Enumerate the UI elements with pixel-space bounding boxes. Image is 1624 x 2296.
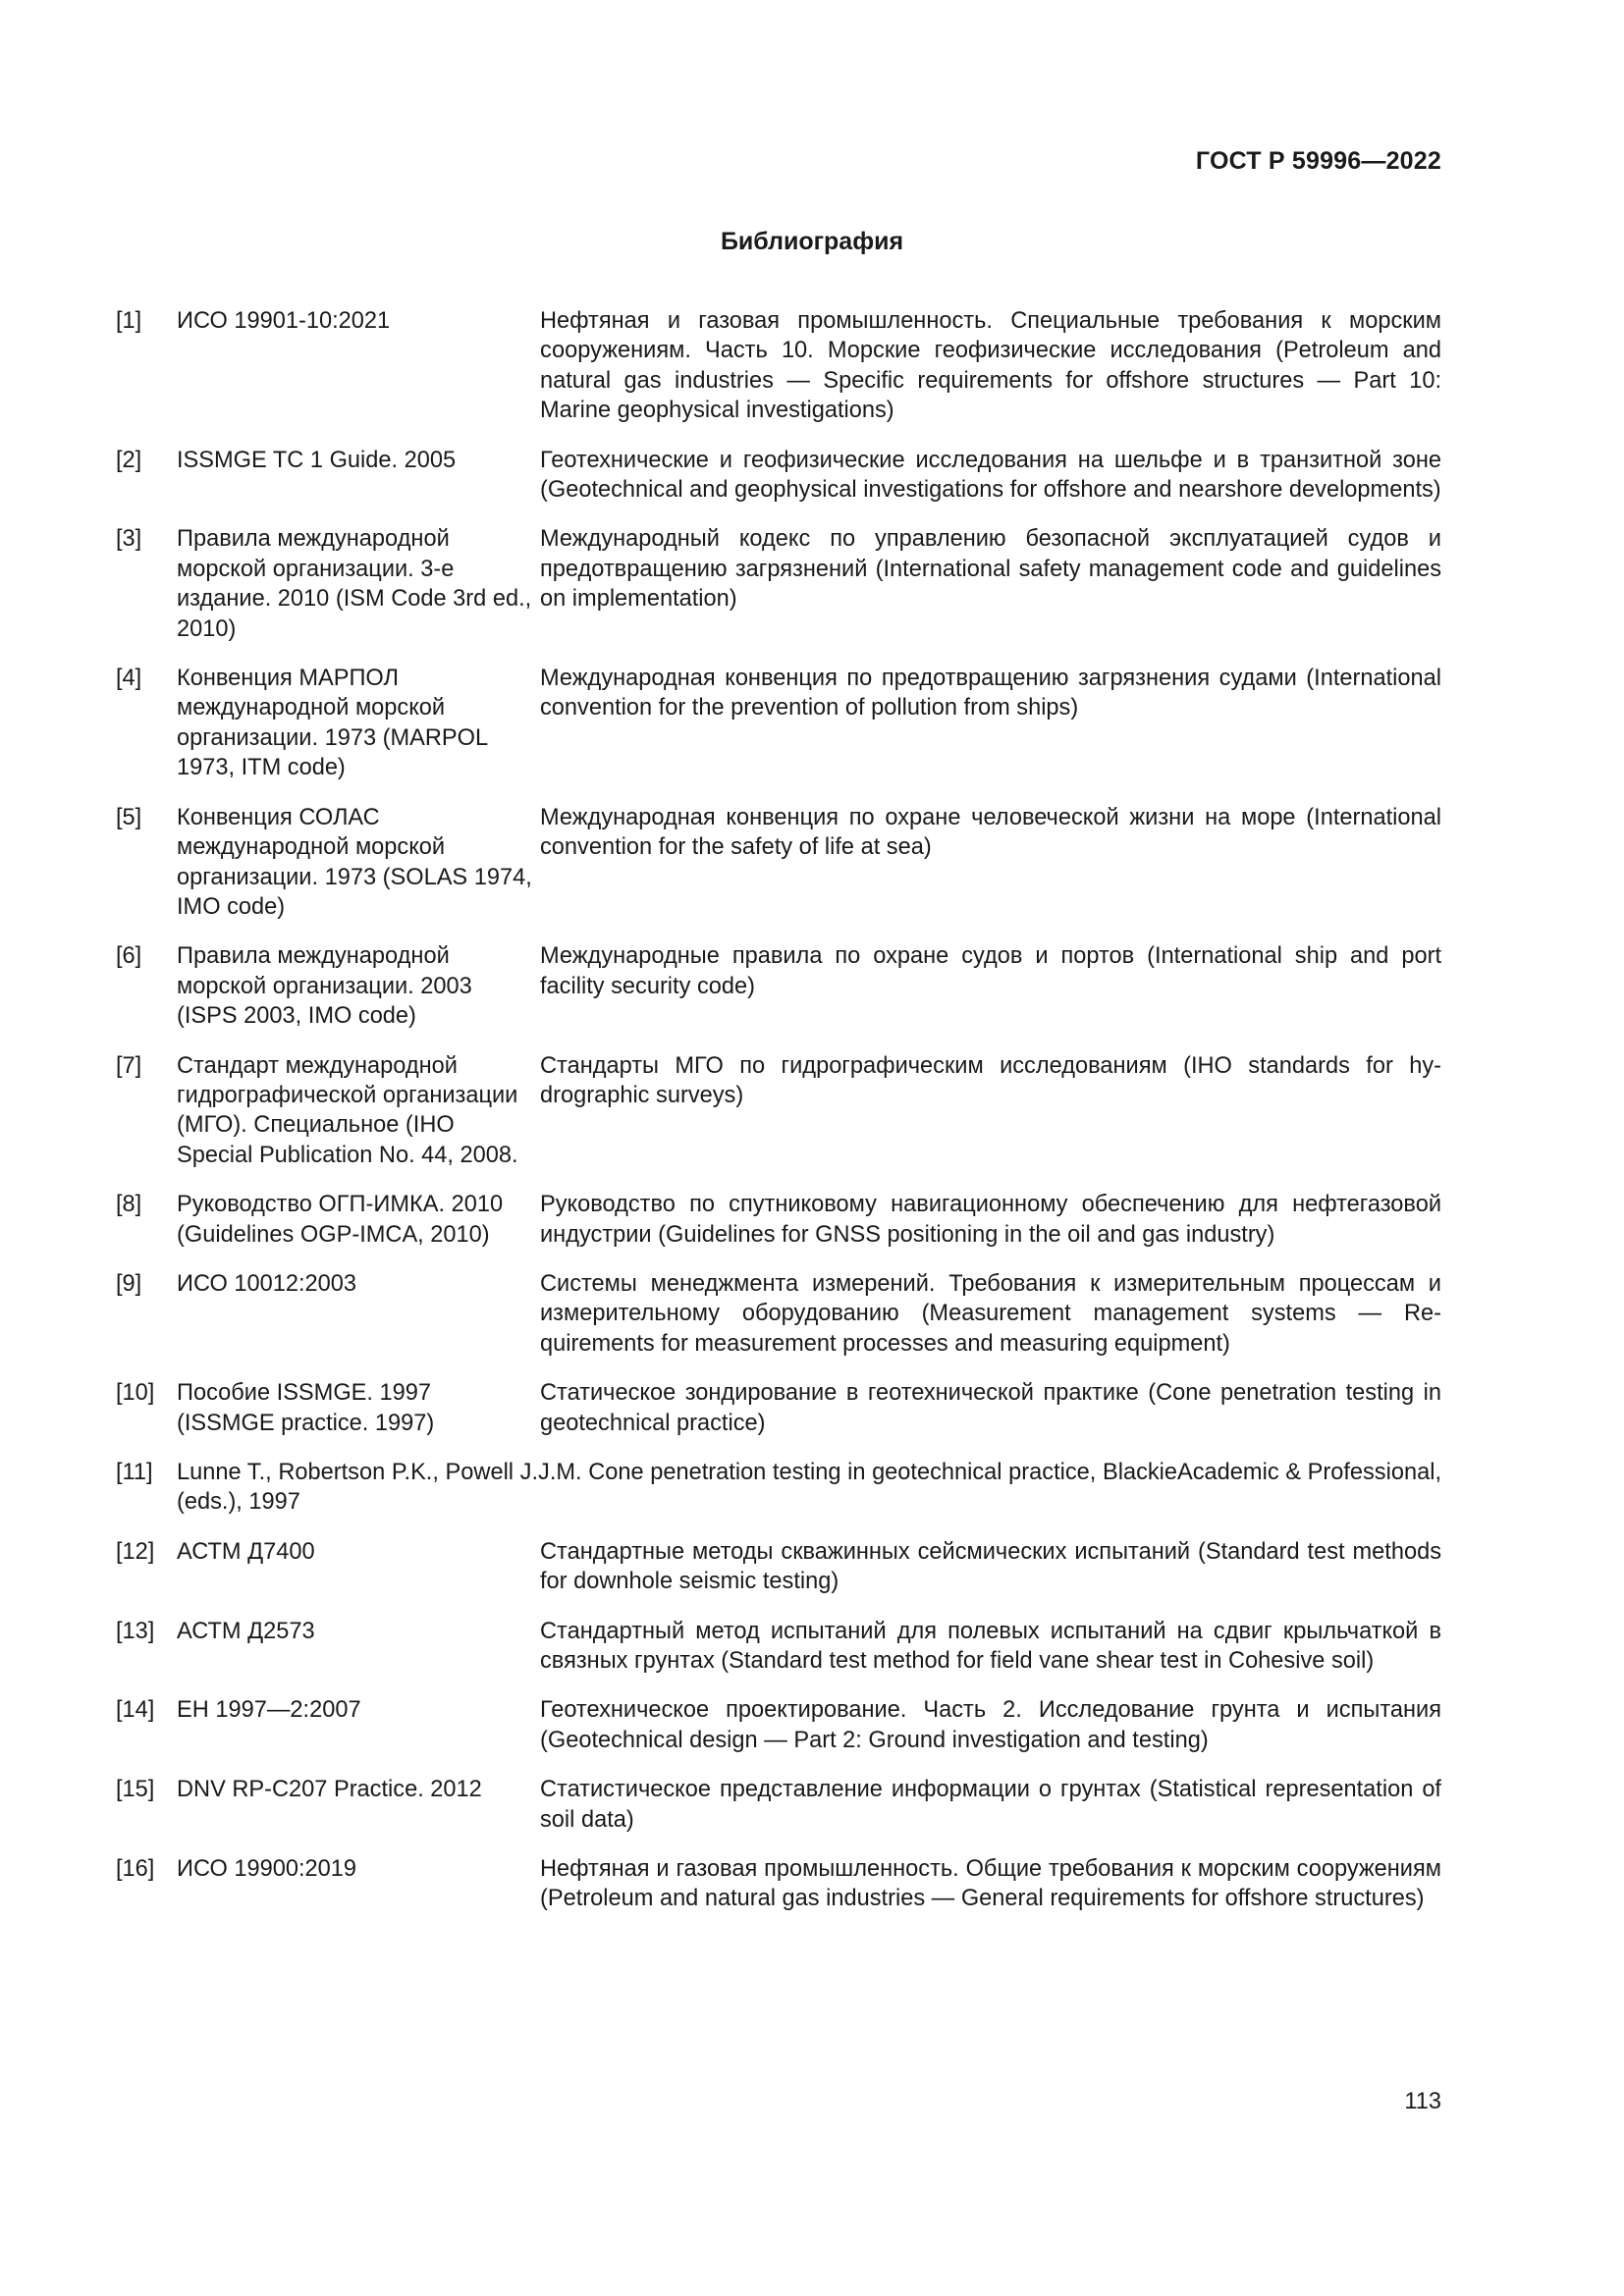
entry-source: Пособие ISSMGE. 1997 (ISSMGE practice. 1997) <box>177 1380 435 1436</box>
entry-number: [10] <box>116 1380 155 1407</box>
entry-title: Стандарты МГО по гидрографическим исследованиям (IHO standards for hydrographic surveys) <box>540 1052 1441 1108</box>
entry-number: [9] <box>116 1270 142 1297</box>
bibliography-entry-3 <box>116 524 1441 644</box>
entry-title: Международный кодекс по управлению безопасной эксплуатацией судов и предотвращению загрязнений (International safety management code and guidelines on implementation) <box>540 526 1441 613</box>
entry-source: Стандарт международной гидрографической организации (МГО). Специальное (IHO Special Publication No. 44, 2008. <box>177 1052 518 1168</box>
entry-title: Руководство по спутниковому навигационному обеспечению для нефтегазовой индустрии (Guidelines for GNSS positioning in the oil and gas industry) <box>540 1192 1441 1248</box>
entry-source: Конвенция СОЛАС международной морской организации. 1973 (SOLAS 1974, IMO code) <box>177 804 532 920</box>
entry-title: Нефтяная и газовая промышленность. Общие требования к морским сооружениям (Petroleum and natural gas industries — General requirements for offshore structures) <box>540 1856 1441 1912</box>
entry-title: Системы менеджмента измерений. Требования к измерительным процессам и измерительному оборудованию (Measurement management systems — Requirements for measurement processes and measuring equipment) <box>540 1270 1441 1357</box>
bibliography-entry-15 <box>116 1775 1441 1835</box>
entry-title: Международная конвенция по предотвращению загрязнения судами (International convention for the prevention of pollution from ships) <box>540 666 1441 721</box>
entry-source: АСТМ Д2573 <box>177 1618 315 1644</box>
bibliography-entry-13 <box>116 1617 1441 1677</box>
entry-title: Стандартные методы скважинных сейсмических испытаний (Standard test methods for downhole seismic testing) <box>540 1538 1441 1595</box>
bibliography-entry-9 <box>116 1269 1441 1359</box>
entry-title: Статистическое представление информации о грунтах (Statistical representation of soil data) <box>540 1777 1441 1833</box>
entry-title: Статическое зондирование в геотехнической практике (Cone penetration testing in geotechnical practice) <box>540 1380 1441 1436</box>
entry-number: [14] <box>116 1697 155 1724</box>
entry-number: [1] <box>116 308 142 334</box>
entry-source: Конвенция МАРПОЛ международной морской организации. 1973 (MARPOL 1973, ITM code) <box>177 666 488 781</box>
entry-number: [13] <box>116 1618 155 1644</box>
bibliography-entry-5 <box>116 803 1441 923</box>
entry-full-citation: Lunne T., Robertson P.K., Powell J.J.M. Cone penetration testing in geotechnical practice, BlackieAcademic & Professional, (eds.), 1997 <box>177 1460 1441 1516</box>
entry-source: ИСО 10012:2003 <box>177 1270 357 1297</box>
entry-title: Геотехнические и геофизические исследования на шельфе и в транзитной зоне (Geotechnical and geophysical investigations for offshore and nearshore developments) <box>540 447 1441 504</box>
bibliography-entry-10 <box>116 1378 1441 1438</box>
entry-title: Геотехническое проектирование. Часть 2. Исследование грунта и испытания (Geotechnical design — Part 2: Ground investigation and testing) <box>540 1697 1441 1753</box>
entry-number: [4] <box>116 666 142 692</box>
entry-number: [15] <box>116 1777 155 1803</box>
bibliography-entry-1 <box>116 306 1441 426</box>
document-header-code: ГОСТ Р 59996—2022 <box>1195 147 1441 175</box>
entry-number: [16] <box>116 1856 155 1883</box>
entry-number: [6] <box>116 943 142 970</box>
bibliography-entry-4 <box>116 664 1441 783</box>
entry-source: ISSMGE TC 1 Guide. 2005 <box>177 447 457 473</box>
entry-source: ИСО 19901-10:2021 <box>177 308 391 334</box>
entry-title: Стандартный метод испытаний для полевых испытаний на сдвиг крыльчаткой в связных грунтах (Standard test method for field vane shear test in Cohesive soil) <box>540 1618 1441 1675</box>
entry-title: Международные правила по охране судов и портов (International ship and port facility security code) <box>540 943 1441 999</box>
bibliography-entry-16 <box>116 1854 1441 1914</box>
section-title: Библиография <box>720 228 904 255</box>
entry-source: Руководство ОГП-ИМКА. 2010 (Guidelines OGP-IMCA, 2010) <box>177 1192 504 1248</box>
bibliography-entry-14 <box>116 1695 1441 1755</box>
entry-number: [2] <box>116 447 142 473</box>
entry-number: [11] <box>116 1460 153 1485</box>
bibliography-entry-11 <box>116 1458 1441 1518</box>
bibliography-list <box>116 306 1441 1934</box>
entry-title: Международная конвенция по охране человеческой жизни на море (International convention for the safety of life at sea) <box>540 804 1441 861</box>
entry-number: [8] <box>116 1192 142 1218</box>
page-number: 113 <box>1404 2089 1441 2114</box>
bibliography-entry-8 <box>116 1190 1441 1250</box>
entry-source: ИСО 19900:2019 <box>177 1856 357 1883</box>
entry-source: DNV RP-C207 Practice. 2012 <box>177 1777 482 1803</box>
bibliography-entry-7 <box>116 1051 1441 1171</box>
entry-source: Правила международной морской организации. 3-е издание. 2010 (ISM Code 3rd ed., 2010) <box>177 526 532 642</box>
entry-source: АСТМ Д7400 <box>177 1538 315 1565</box>
bibliography-entry-2 <box>116 446 1441 506</box>
entry-source: ЕН 1997—2:2007 <box>177 1697 361 1724</box>
bibliography-entry-6 <box>116 941 1441 1031</box>
entry-number: [7] <box>116 1052 142 1079</box>
bibliography-entry-12 <box>116 1537 1441 1597</box>
entry-number: [3] <box>116 526 142 553</box>
entry-title: Нефтяная и газовая промышленность. Специальные требования к морским сооружениям. Часть 10. Морские геофизические исследования (Petroleum and natural gas industries — Specific requirements for offshore structures — Part 10: Marine geophysical investigations) <box>540 308 1441 424</box>
entry-number: [12] <box>116 1538 155 1565</box>
entry-number: [5] <box>116 804 142 830</box>
entry-source: Правила международной морской организации. 2003 (ISPS 2003, IMO code) <box>177 943 472 1030</box>
